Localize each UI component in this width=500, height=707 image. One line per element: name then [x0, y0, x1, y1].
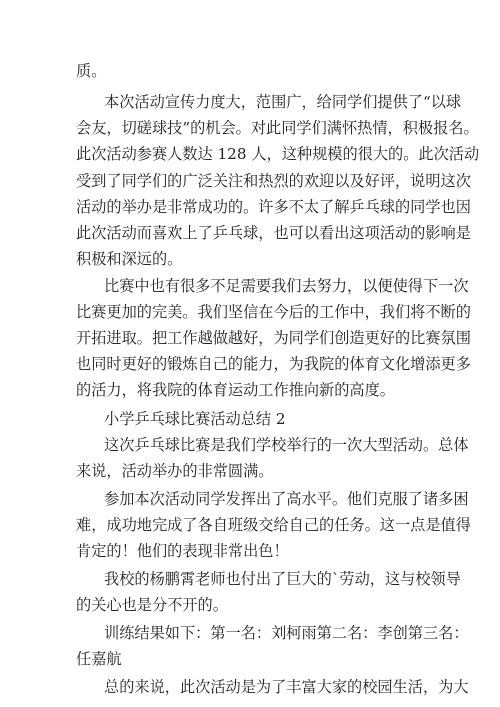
text-line: 的活力，将我院的体育运动工作推向新的高度。: [76, 381, 395, 399]
text-line: 总的来说，此次活动是为了丰富大家的校园生活，为大: [104, 678, 469, 696]
text-line: 我校的杨鹏霄老师也付出了巨大的ˋ劳动，这与校领导: [104, 570, 461, 588]
text-line: 难，成功地完成了各自班级交给自己的任务。这一点是值得: [76, 516, 471, 534]
text-line: 此次活动参赛人数达 128 人，这种规模的很大的。此次活动: [76, 145, 480, 163]
text-line: 比赛更加的完美。我们坚信在今后的工作中，我们将不断的: [76, 303, 471, 321]
text-line: 任嘉航: [76, 650, 122, 668]
text-line: 的关心也是分不开的。: [76, 596, 228, 614]
text-line: 比赛中也有很多不足需要我们去努力，以便使得下一次: [104, 277, 469, 295]
text-line: 此次活动而喜欢上了乒乓球，也可以看出这项活动的影响是: [76, 224, 471, 242]
text-line: 开拓进取。把工作越做越好，为同学们创造更好的比赛氛围: [76, 329, 471, 347]
text-line: 这次乒乓球比赛是我们学校举行的一次大型活动。总体: [104, 436, 469, 454]
text-line: 来说，活动举办的非常圆满。: [76, 462, 274, 480]
text-line: 会友，切磋球技”的机会。对此同学们满怀热情，积极报名。: [76, 119, 479, 137]
text-line: 质。: [76, 62, 107, 80]
text-line: 参加本次活动同学发挥出了高水平。他们克服了诸多困: [104, 490, 469, 508]
text-line: 也同时更好的锻炼自己的能力，为我院的体育文化增添更多: [76, 355, 471, 373]
text-line: 本次活动宣传力度大，范围广，给同学们提供了“以球: [104, 93, 462, 111]
text-line: 受到了同学们的广泛关注和热烈的欢迎以及好评，说明这次: [76, 172, 471, 190]
text-line: 训练结果如下：第一名：刘柯雨第二名：李创第三名：: [104, 624, 469, 642]
text-line: 积极和深远的。: [76, 250, 183, 268]
text-line: 活动的举办是非常成功的。许多不太了解乒乓球的同学也因: [76, 198, 471, 216]
section-heading: 小学乒乓球比赛活动总结 2: [104, 410, 286, 428]
text-line: 肯定的！他们的表现非常出色！: [76, 542, 289, 560]
